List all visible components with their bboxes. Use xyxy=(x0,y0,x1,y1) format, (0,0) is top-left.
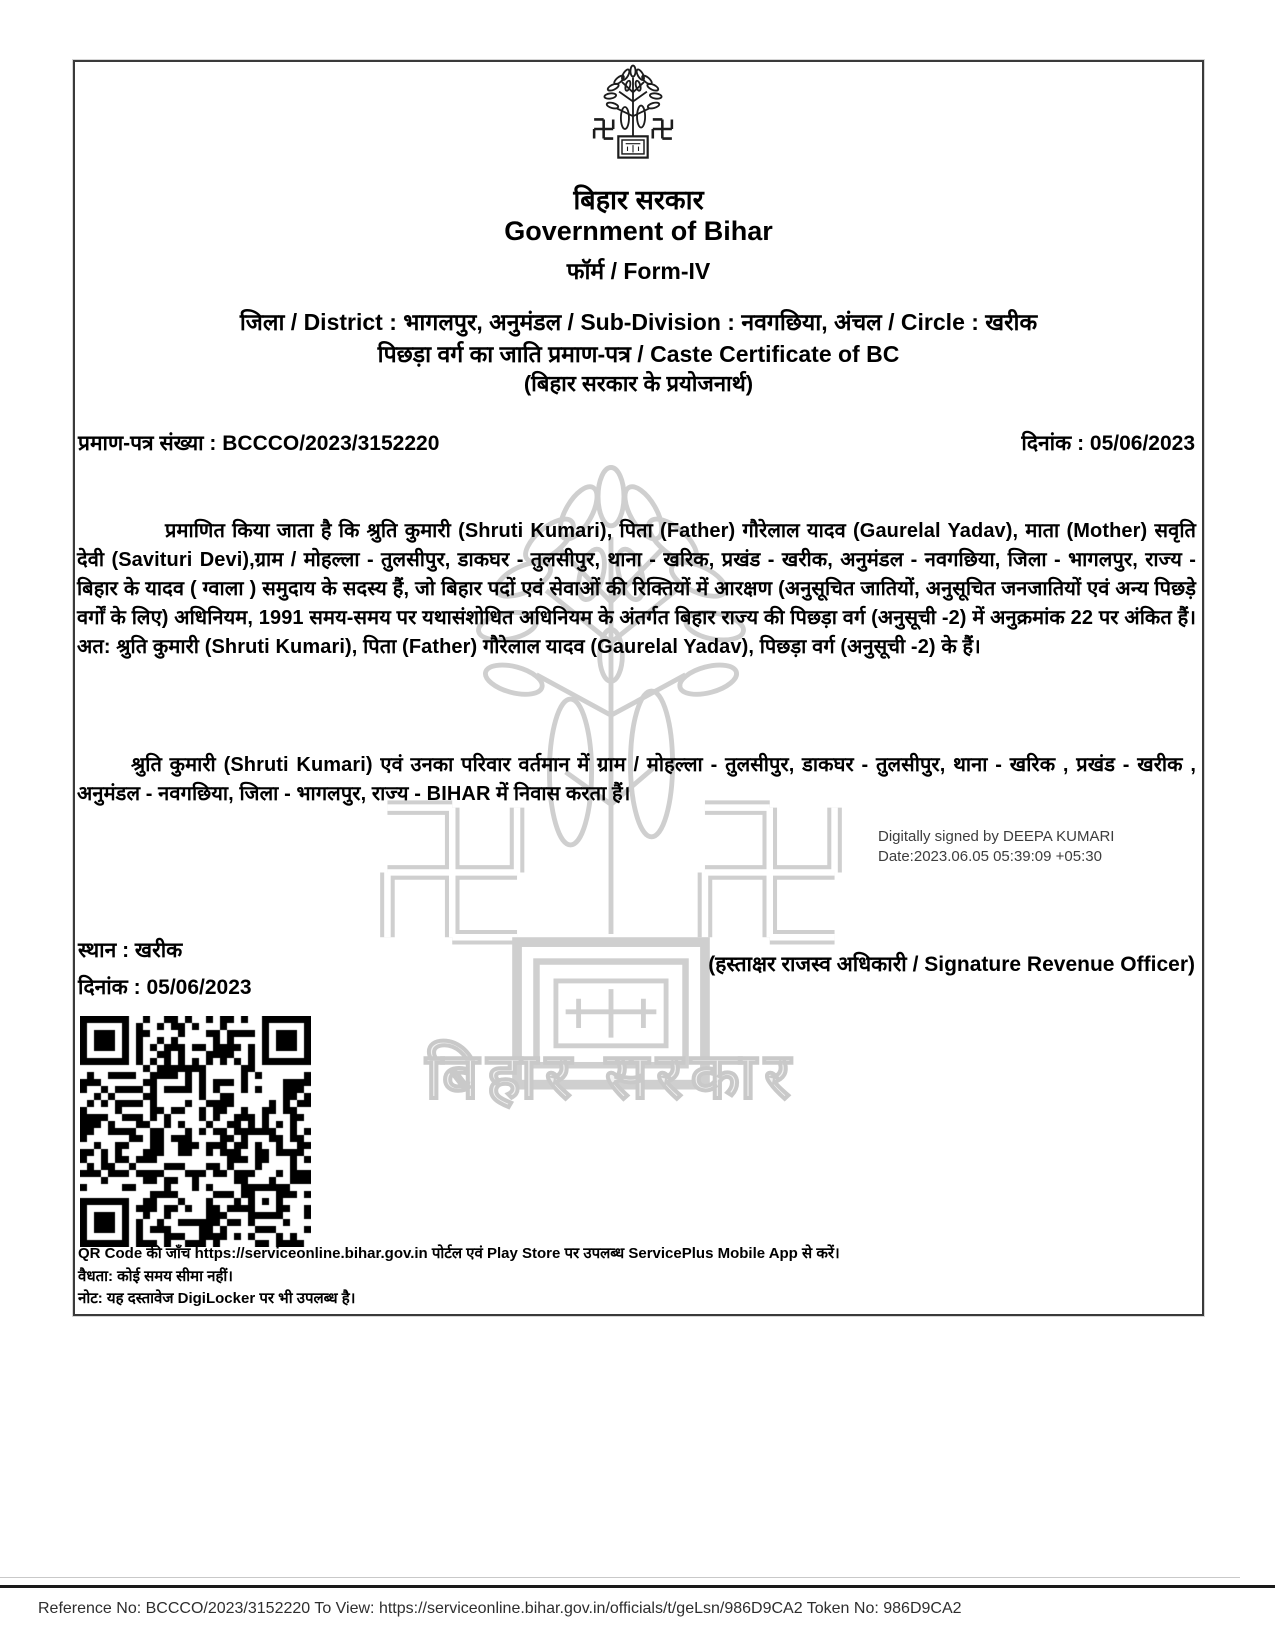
caste-certificate-title: पिछड़ा वर्ग का जाति प्रमाण-पत्र / Caste Certificate of BC xyxy=(377,341,900,367)
page-edge-line xyxy=(0,1577,1240,1578)
title-english: Government of Bihar xyxy=(504,216,773,246)
digital-signature-line2: Date:2023.06.05 05:39:09 +05:30 xyxy=(878,848,1102,865)
watermark-text: बिहार सरकार xyxy=(425,1040,799,1112)
certificate-number: प्रमाण-पत्र संख्या : BCCCO/2023/3152220 xyxy=(78,432,440,455)
digilocker-note: नोट: यह दस्तावेज DigiLocker पर भी उपलब्ध है। xyxy=(78,1290,356,1307)
digital-signature-line1: Digitally signed by DEEPA KUMARI xyxy=(878,828,1115,845)
revenue-officer-signature-caption: (हस्ताक्षर राजस्व अधिकारी / Signature Revenue Officer) xyxy=(708,953,1195,976)
validity-note: वैधता: कोई समय सीमा नहीं। xyxy=(78,1268,233,1285)
qr-code xyxy=(80,1016,311,1247)
certificate-meta-row xyxy=(78,429,1195,457)
certificate-body-paragraph-2: श्रुति कुमारी (Shruti Kumari) एवं उनका परिवार वर्तमान में ग्राम / मोहल्ला - तुलसीपुर, डाकघर - तुलसीपुर, थाना - खरिक , प्रखंड - खरीक , अनुमंडल - नवगछिया, जिला - भागलपुर, राज्य - BIHAR में निवास करता हैं। xyxy=(77,754,1196,805)
reference-number-line: Reference No: BCCCO/2023/3152220 To View: https://serviceonline.bihar.gov.in/officials/t/geLsn/986D9CA2 Token No: 986D9CA2 xyxy=(38,1600,962,1617)
form-number-line: फॉर्म / Form-IV xyxy=(566,258,711,284)
place-label: स्थान : खरीक xyxy=(78,939,183,962)
certificate-body-paragraph-1: प्रमाणित किया जाता है कि श्रुति कुमारी (Shruti Kumari), पिता (Father) गौरेलाल यादव (Gaurelal Yadav), माता (Mother) सवृति देवी (Savituri Devi),ग्राम / मोहल्ला - तुलसीपुर, डाकघर - तुलसीपुर, थाना - खरिक, प्रखंड - खरीक, अनुमंडल - नवगछिया, जिला - भागलपुर, राज्य - बिहार के यादव ( ग्वाला ) समुदाय के सदस्य हैं, जो बिहार पदों एवं सेवाओं की रिक्तियों में आरक्षण (अनुसूचित जातियों, अनुसूचित जनजातियों एवं अन्य पिछड़े वर्गों के लिए) अधिनियम, 1991 समय-समय पर यथासंशोधित अधिनियम के अंतर्गत बिहार राज्य की पिछड़ा वर्ग (अनुसूची -2) में अनुक्रमांक 22 पर अंकित हैं। अत: श्रुति कुमारी (Shruti Kumari), पिता (Father) गौरेलाल यादव (Gaurelal Yadav), पिछड़ा वर्ग (अनुसूची -2) के हैं। xyxy=(77,520,1196,658)
title-hindi: बिहार सरकार xyxy=(573,185,704,215)
date-label: दिनांक : 05/06/2023 xyxy=(78,976,252,999)
district-subdivision-circle-line: जिला / District : भागलपुर, अनुमंडल / Sub-Division : नवगछिया, अंचल / Circle : खरीक xyxy=(239,309,1038,335)
qr-verification-note: QR Code की जाँच https://serviceonline.bihar.gov.in पोर्टल एवं Play Store पर उपलब्ध ServicePlus Mobile App से करें। xyxy=(78,1245,840,1262)
bihar-emblem-logo-icon xyxy=(578,63,688,162)
purpose-line: (बिहार सरकार के प्रयोजनार्थ) xyxy=(523,371,754,396)
certificate-date: दिनांक : 05/06/2023 xyxy=(1021,432,1195,455)
bottom-divider-bar xyxy=(0,1585,1275,1588)
digital-signature-block xyxy=(878,827,1178,867)
